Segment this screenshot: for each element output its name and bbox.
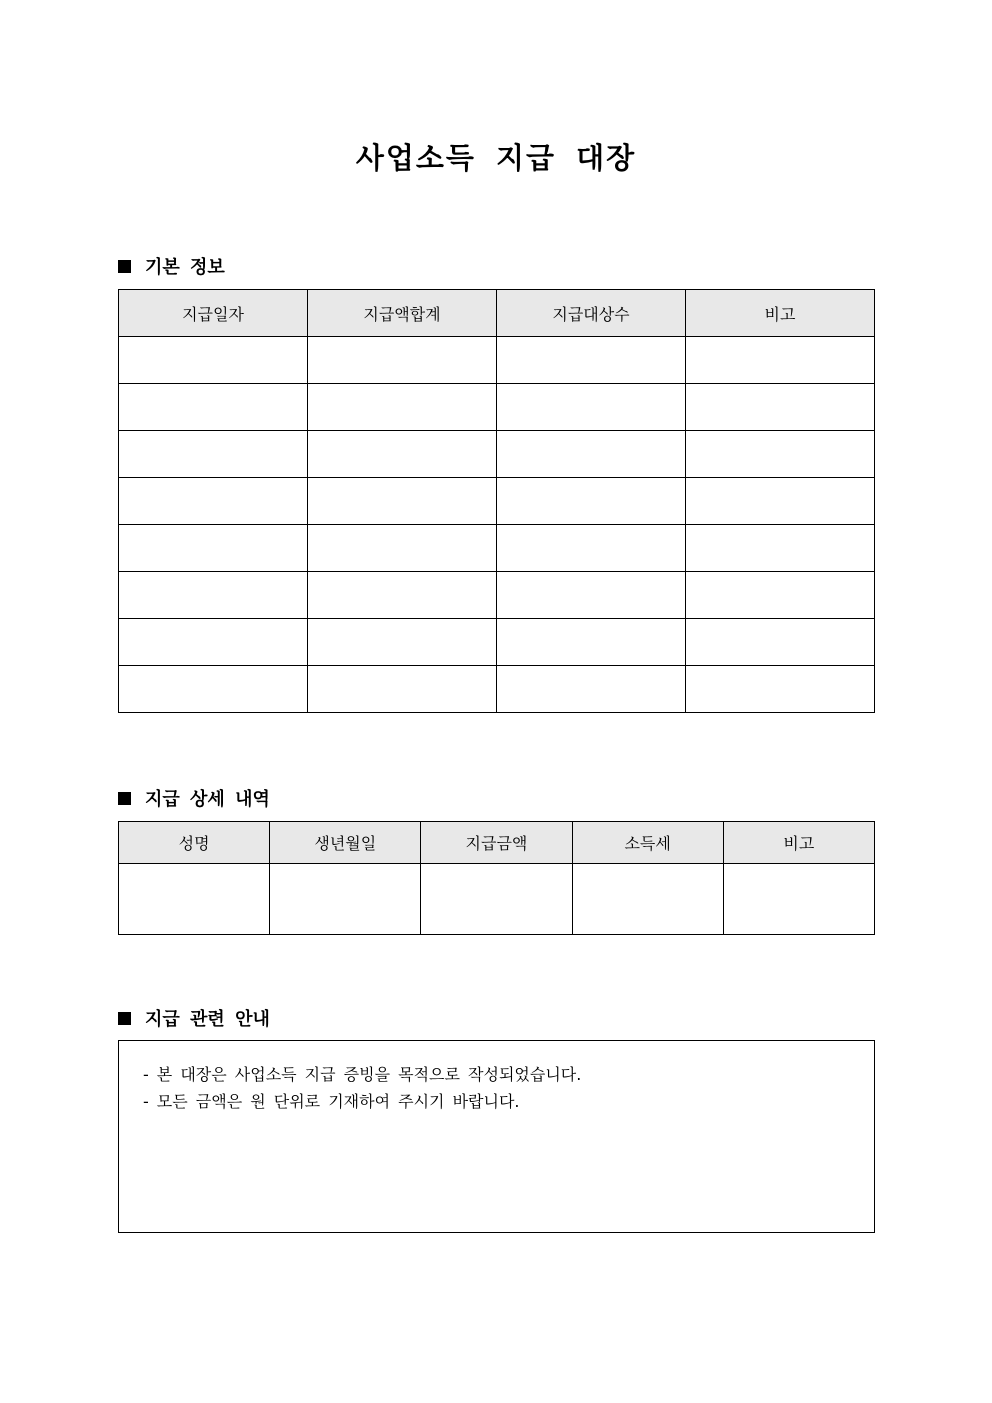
table-cell[interactable]: [686, 666, 875, 713]
section-title: 기본 정보: [145, 257, 225, 278]
column-header: 생년월일: [270, 822, 421, 864]
table-cell[interactable]: [308, 525, 497, 572]
table-cell[interactable]: [308, 431, 497, 478]
table-cell[interactable]: [119, 478, 308, 525]
column-header: 지급액합계: [308, 290, 497, 337]
column-header: 지급대상수: [497, 290, 686, 337]
section-heading-detail: [118, 785, 270, 811]
column-header: 소득세: [572, 822, 723, 864]
table-row: [119, 337, 875, 384]
table-cell[interactable]: [686, 384, 875, 431]
table-cell[interactable]: [572, 864, 723, 935]
table-cell[interactable]: [686, 572, 875, 619]
basic-info-table: [118, 289, 875, 713]
table-cell[interactable]: [686, 525, 875, 572]
notice-item: - 본 대장은 사업소득 지급 증빙을 목적으로 작성되었습니다.: [143, 1065, 582, 1084]
table-cell[interactable]: [308, 384, 497, 431]
section-title: 지급 관련 안내: [145, 1009, 270, 1030]
table-cell[interactable]: [421, 864, 572, 935]
column-header: 성명: [119, 822, 270, 864]
section-heading-basic: [118, 253, 225, 279]
square-bullet-icon: [118, 792, 131, 805]
column-header: 지급일자: [119, 290, 308, 337]
table-header-row: [119, 290, 875, 337]
square-bullet-icon: [118, 260, 131, 273]
column-header: 비고: [686, 290, 875, 337]
table-cell[interactable]: [308, 666, 497, 713]
table-cell[interactable]: [497, 572, 686, 619]
section-title: 지급 상세 내역: [145, 789, 270, 810]
table-cell[interactable]: [497, 384, 686, 431]
table-cell[interactable]: [686, 337, 875, 384]
table-cell[interactable]: [270, 864, 421, 935]
table-cell[interactable]: [497, 337, 686, 384]
table-cell[interactable]: [308, 619, 497, 666]
square-bullet-icon: [118, 1012, 131, 1025]
notice-list: [119, 1041, 874, 1115]
table-row: [119, 525, 875, 572]
payment-detail-table: [118, 821, 875, 935]
column-header: 비고: [723, 822, 874, 864]
table-cell[interactable]: [119, 337, 308, 384]
table-cell[interactable]: [119, 431, 308, 478]
table-cell[interactable]: [686, 478, 875, 525]
table-cell[interactable]: [119, 864, 270, 935]
notice-item: - 모든 금액은 원 단위로 기재하여 주시기 바랍니다.: [143, 1092, 520, 1111]
table-cell[interactable]: [497, 525, 686, 572]
table-cell[interactable]: [686, 619, 875, 666]
table-cell[interactable]: [308, 572, 497, 619]
table-cell[interactable]: [119, 572, 308, 619]
table-header-row: [119, 822, 875, 864]
table-cell[interactable]: [497, 431, 686, 478]
table-cell[interactable]: [723, 864, 874, 935]
table-cell[interactable]: [686, 431, 875, 478]
table-cell[interactable]: [497, 666, 686, 713]
table-cell[interactable]: [308, 337, 497, 384]
page-title: 사업소득 지급 대장: [355, 141, 637, 175]
table-row: [119, 478, 875, 525]
table-cell[interactable]: [119, 666, 308, 713]
notice-box: [118, 1040, 875, 1233]
table-row: [119, 619, 875, 666]
table-cell[interactable]: [119, 384, 308, 431]
column-header: 지급금액: [421, 822, 572, 864]
table-row: [119, 864, 875, 935]
table-cell[interactable]: [497, 619, 686, 666]
table-row: [119, 572, 875, 619]
table-cell[interactable]: [119, 619, 308, 666]
table-cell[interactable]: [308, 478, 497, 525]
table-row: [119, 666, 875, 713]
section-heading-notice: [118, 1005, 270, 1031]
table-cell[interactable]: [119, 525, 308, 572]
table-row: [119, 431, 875, 478]
table-row: [119, 384, 875, 431]
table-cell[interactable]: [497, 478, 686, 525]
